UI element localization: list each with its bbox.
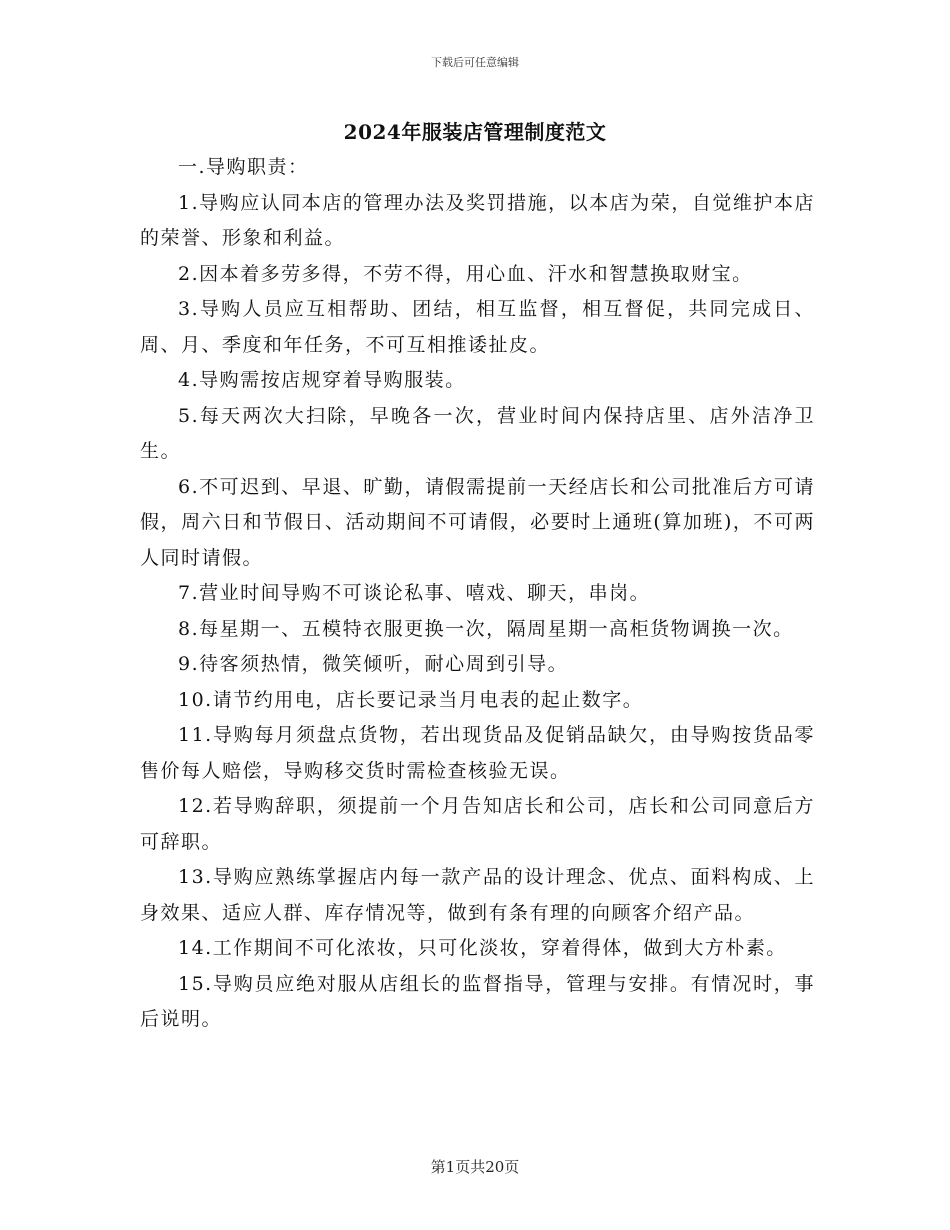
paragraph-item: 13.导购应熟练掌握店内每一款产品的设计理念、优点、面料构成、上身效果、适应人群、库存情况等，做到有条有理的向顾客介绍产品。 xyxy=(140,866,815,924)
paragraph-item: 10.请节约用电，店长要记录当月电表的起止数字。 xyxy=(178,688,644,711)
document-body xyxy=(140,150,815,1038)
paragraph-item: 1.导购应认同本店的管理办法及奖罚措施，以本店为荣，自觉维护本店的荣誉、形象和利益。 xyxy=(140,191,815,249)
document-title: 2024年服装店管理制度范文 xyxy=(343,120,607,144)
paragraph-item: 3.导购人员应互相帮助、团结，相互监督，相互督促，共同完成日、周、月、季度和年任务，不可互相推诿扯皮。 xyxy=(140,298,815,356)
paragraph-item: 7.营业时间导购不可谈论私事、嘻戏、聊天，串岗。 xyxy=(178,582,651,604)
paragraph-item: 8.每星期一、五模特衣服更换一次，隔周星期一高柜货物调换一次。 xyxy=(178,617,794,640)
paragraph-item: 15.导购员应绝对服从店组长的监督指导，管理与安排。有情况时，事后说明。 xyxy=(140,972,815,1030)
paragraph-item: 5.每天两次大扫除，早晚各一次，营业时间内保持店里、店外洁净卫生。 xyxy=(140,404,815,462)
section-heading: 一.导购职责： xyxy=(178,156,309,178)
paragraph-item: 9.待客须热情，微笑倾听，耐心周到引导。 xyxy=(178,653,569,675)
header-note: 下载后可任意编辑 xyxy=(431,56,519,69)
paragraph-item: 6.不可迟到、早退、旷勤，请假需提前一天经店长和公司批准后方可请假，周六日和节假日、活动期间不可请假，必要时上通班(算加班)，不可两人同时请假。 xyxy=(140,475,815,569)
paragraph-item: 2.因本着多劳多得，不劳不得，用心血、汗水和智慧换取财宝。 xyxy=(178,262,753,285)
paragraph-item: 11.导购每月须盘点货物，若出现货品及促销品缺欠，由导购按货品零售价每人赔偿，导购移交货时需检查核验无误。 xyxy=(140,724,815,782)
paragraph-item: 12.若导购辞职，须提前一个月告知店长和公司，店长和公司同意后方可辞职。 xyxy=(140,795,815,853)
paragraph-item: 4.导购需按店规穿着导购服装。 xyxy=(178,369,466,391)
page-number: 第1页共20页 xyxy=(430,1158,520,1176)
paragraph-item: 14.工作期间不可化浓妆，只可化淡妆，穿着得体，做到大方朴素。 xyxy=(178,937,787,959)
